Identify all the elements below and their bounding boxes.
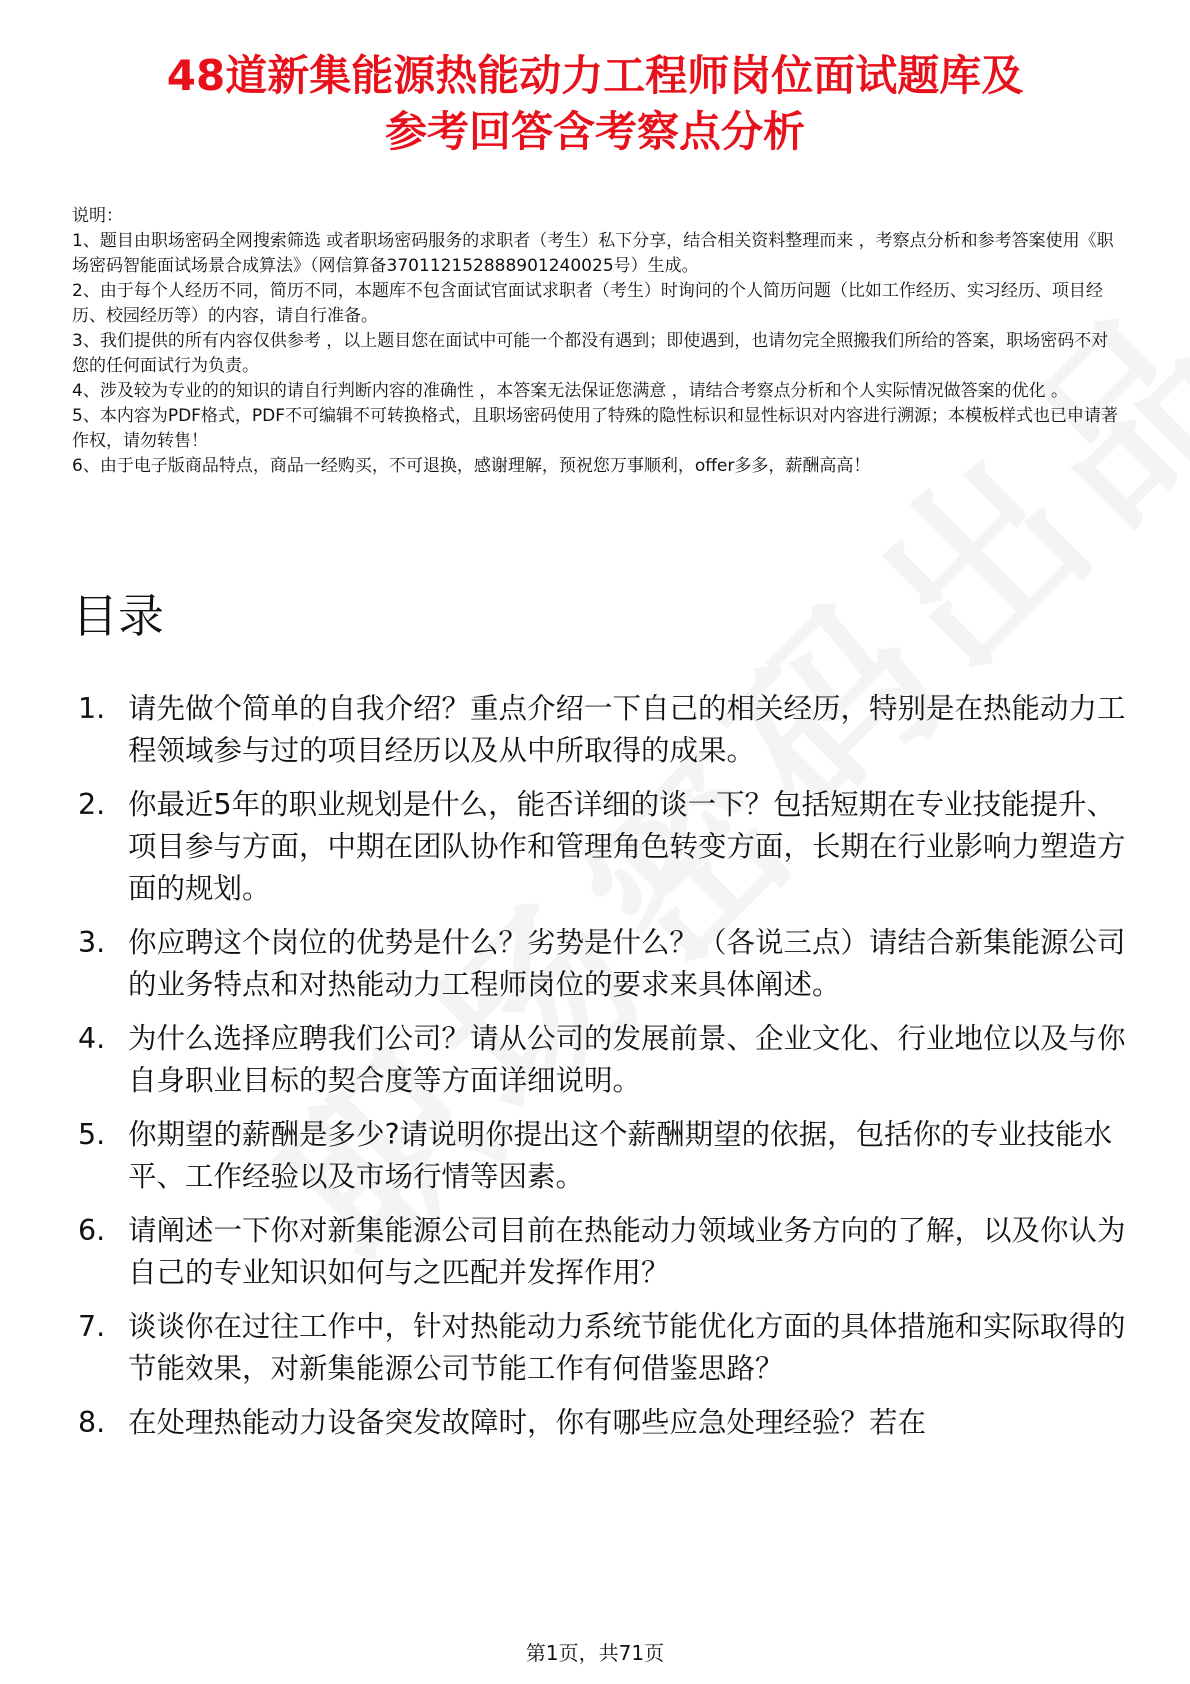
toc-item-text: 你期望的薪酬是多少?请说明你提出这个薪酬期望的依据，包括你的专业技能水平、工作经验以及市场行情等因素。 [128, 1118, 1113, 1193]
toc-list [78, 688, 1130, 1456]
title-line-1: 48道新集能源热能动力工程师岗位面试题库及 [166, 51, 1024, 100]
note-item-3: 3、我们提供的所有内容仅供参考 ，以上题目您在面试中可能一个都没有遇到；即使遇到，也请勿完全照搬我们所给的答案，职场密码不对您的任何面试行为负责。 [72, 331, 1109, 376]
toc-item[interactable] [78, 1210, 1130, 1294]
toc-item[interactable] [78, 688, 1130, 772]
notes-heading: 说明： [72, 206, 123, 226]
toc-item[interactable] [78, 1018, 1130, 1102]
toc-item-number: 2. [78, 788, 106, 821]
toc-item-number: 6. [78, 1214, 106, 1247]
toc-item[interactable] [78, 1114, 1130, 1198]
toc-item[interactable] [78, 922, 1130, 1006]
notes-section [72, 204, 1120, 479]
toc-item-number: 5. [78, 1118, 106, 1151]
note-item-5: 5、本内容为PDF格式，PDF不可编辑不可转换格式，且职场密码使用了特殊的隐性标识和显性标识对内容进行溯源；本模板样式也已申请著作权，请勿转售！ [72, 406, 1119, 451]
toc-item-number: 1. [78, 692, 106, 725]
note-item-6: 6、由于电子版商品特点，商品一经购买，不可退换，感谢理解，预祝您万事顺利，offer多多，薪酬高高！ [72, 456, 871, 476]
note-item-2: 2、由于每个人经历不同，简历不同，本题库不包含面试官面试求职者（考生）时询问的个人简历问题（比如工作经历、实习经历、项目经历、校园经历等）的内容，请自行准备。 [72, 281, 1103, 326]
toc-item-number: 7. [78, 1310, 106, 1343]
toc-item-number: 4. [78, 1022, 106, 1055]
toc-item-number: 8. [78, 1406, 106, 1439]
toc-item[interactable] [78, 1306, 1130, 1390]
toc-item[interactable] [78, 784, 1130, 910]
toc-item-text: 你最近5年的职业规划是什么，能否详细的谈一下？包括短期在专业技能提升、项目参与方面，中期在团队协作和管理角色转变方面，长期在行业影响力塑造方面的规划。 [128, 788, 1126, 905]
toc-item-text: 请先做个简单的自我介绍？重点介绍一下自己的相关经历，特别是在热能动力工程领域参与过的项目经历以及从中所取得的成果。 [128, 692, 1126, 767]
toc-item-number: 3. [78, 926, 106, 959]
toc-item-text: 在处理热能动力设备突发故障时，你有哪些应急处理经验？若在 [128, 1406, 927, 1439]
note-item-1: 1、题目由职场密码全网搜索筛选 或者职场密码服务的求职者（考生）私下分享，结合相关资料整理而来 ，考察点分析和参考答案使用《职场密码智能面试场景合成算法》（网信算备370112152888901240025号）生成。 [72, 231, 1114, 276]
document-title [60, 48, 1130, 160]
note-item-4: 4、涉及较为专业的的知识的请自行判断内容的准确性 ，本答案无法保证您满意 ，请结合考察点分析和个人实际情况做答案的优化 。 [72, 381, 1069, 401]
toc-item-text: 你应聘这个岗位的优势是什么？劣势是什么？（各说三点）请结合新集能源公司的业务特点和对热能动力工程师岗位的要求来具体阐述。 [128, 926, 1126, 1001]
toc-item-text: 请阐述一下你对新集能源公司目前在热能动力领域业务方向的了解，以及你认为自己的专业知识如何与之匹配并发挥作用？ [128, 1214, 1126, 1289]
title-line-2: 参考回答含考察点分析 [384, 107, 805, 156]
toc-item-text: 为什么选择应聘我们公司？请从公司的发展前景、企业文化、行业地位以及与你自身职业目标的契合度等方面详细说明。 [128, 1022, 1126, 1097]
toc-item-text: 谈谈你在过往工作中，针对热能动力系统节能优化方面的具体措施和实际取得的节能效果，对新集能源公司节能工作有何借鉴思路？ [128, 1310, 1126, 1385]
page-footer: 第1页，共71页 [525, 1641, 665, 1665]
toc-heading: 目录 [72, 589, 164, 643]
toc-item[interactable] [78, 1402, 1130, 1444]
